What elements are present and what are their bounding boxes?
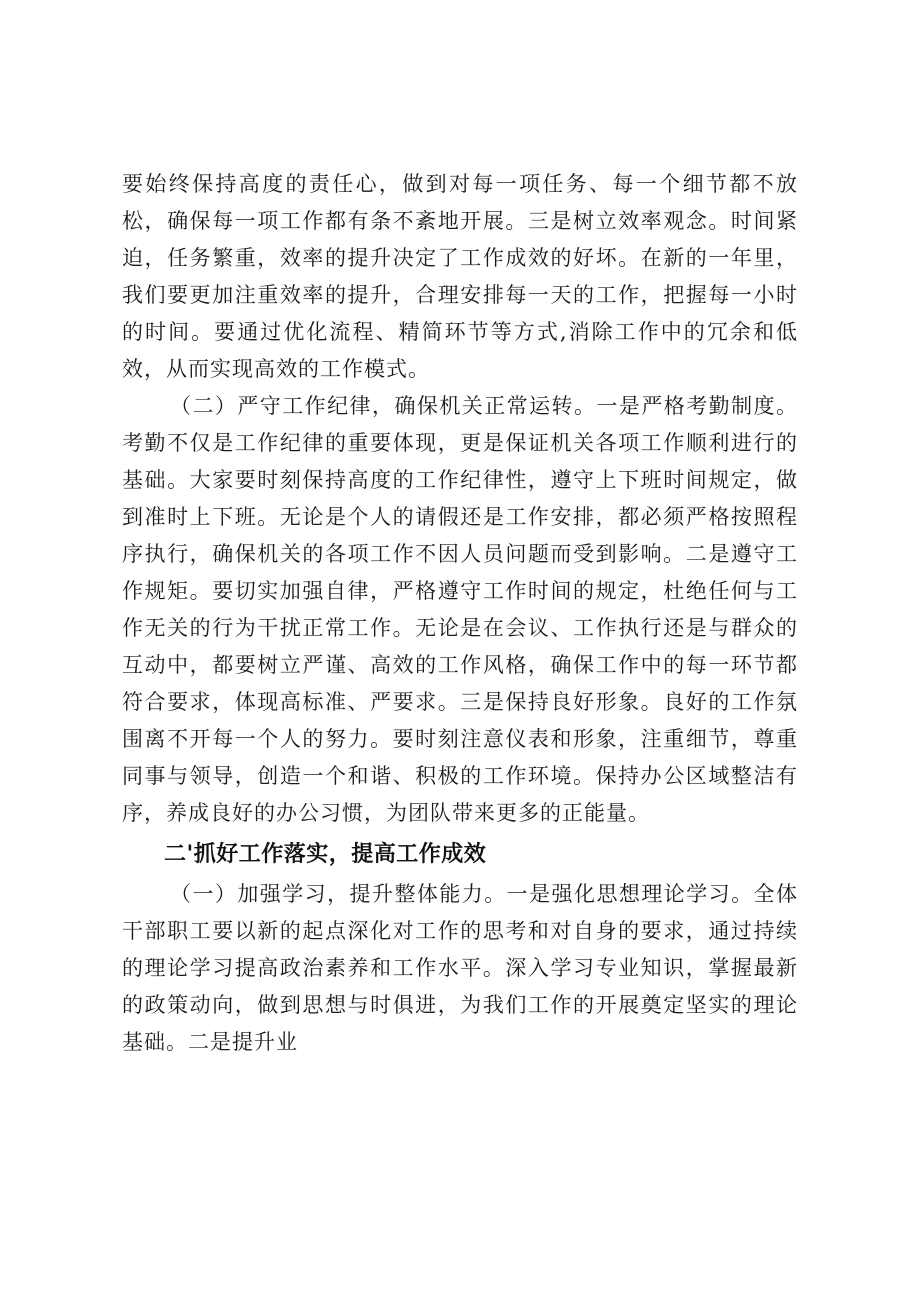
paragraph-efficiency: 要始终保持高度的责任心，做到对每一项任务、每一个细节都不放松，确保每一项工作都有条不紊地开展。三是树立效率观念。时间紧迫，任务繁重，效率的提升决定了工作成效的好坏。在新的一年里，我们要更加注重效率的提升，合理安排每一天的工作，把握每一小时的时间。要通过优化流程、精简环节等方式,消除工作中的冗余和低效，从而实现高效的工作模式。 xyxy=(122,172,798,381)
section-heading: 二'抓好工作落实，提高工作成效 xyxy=(164,842,487,867)
document-body xyxy=(122,166,798,1061)
paragraph-strengthen-learning: （一）加强学习，提升整体能力。一是强化思想理论学习。全体干部职工要以新的起点深化对工作的思考和对自身的要求，通过持续的理论学习提高政治素养和工作水平。深入学习专业知识，掌握最新的政策动向，做到思想与时俱进，为我们工作的开展奠定坚实的理论基础。二是提升业 xyxy=(122,882,798,1054)
paragraph-work-discipline: （二）严守工作纪律，确保机关正常运转。一是严格考勤制度。考勤不仅是工作纪律的重要体现，更是保证机关各项工作顺利进行的基础。大家要时刻保持高度的工作纪律性，遵守上下班时间规定，做到准时上下班。无论是个人的请假还是工作安排，都必须严格按照程序执行，确保机关的各项工作不因人员问题而受到影响。二是遵守工作规矩。要切实加强自律，严格遵守工作时间的规定，杜绝任何与工作无关的行为干扰正常工作。无论是在会议、工作执行还是与群众的互动中，都要树立严谨、高效的工作风格，确保工作中的每一环节都符合要求，体现高标准、严要求。三是保持良好形象。良好的工作氛围离不开每一个人的努力。要时刻注意仪表和形象，注重细节，尊重同事与领导，创造一个和谐、积极的工作环境。保持办公区域整洁有序，养成良好的办公习惯，为团队带来更多的正能量。 xyxy=(122,394,798,825)
